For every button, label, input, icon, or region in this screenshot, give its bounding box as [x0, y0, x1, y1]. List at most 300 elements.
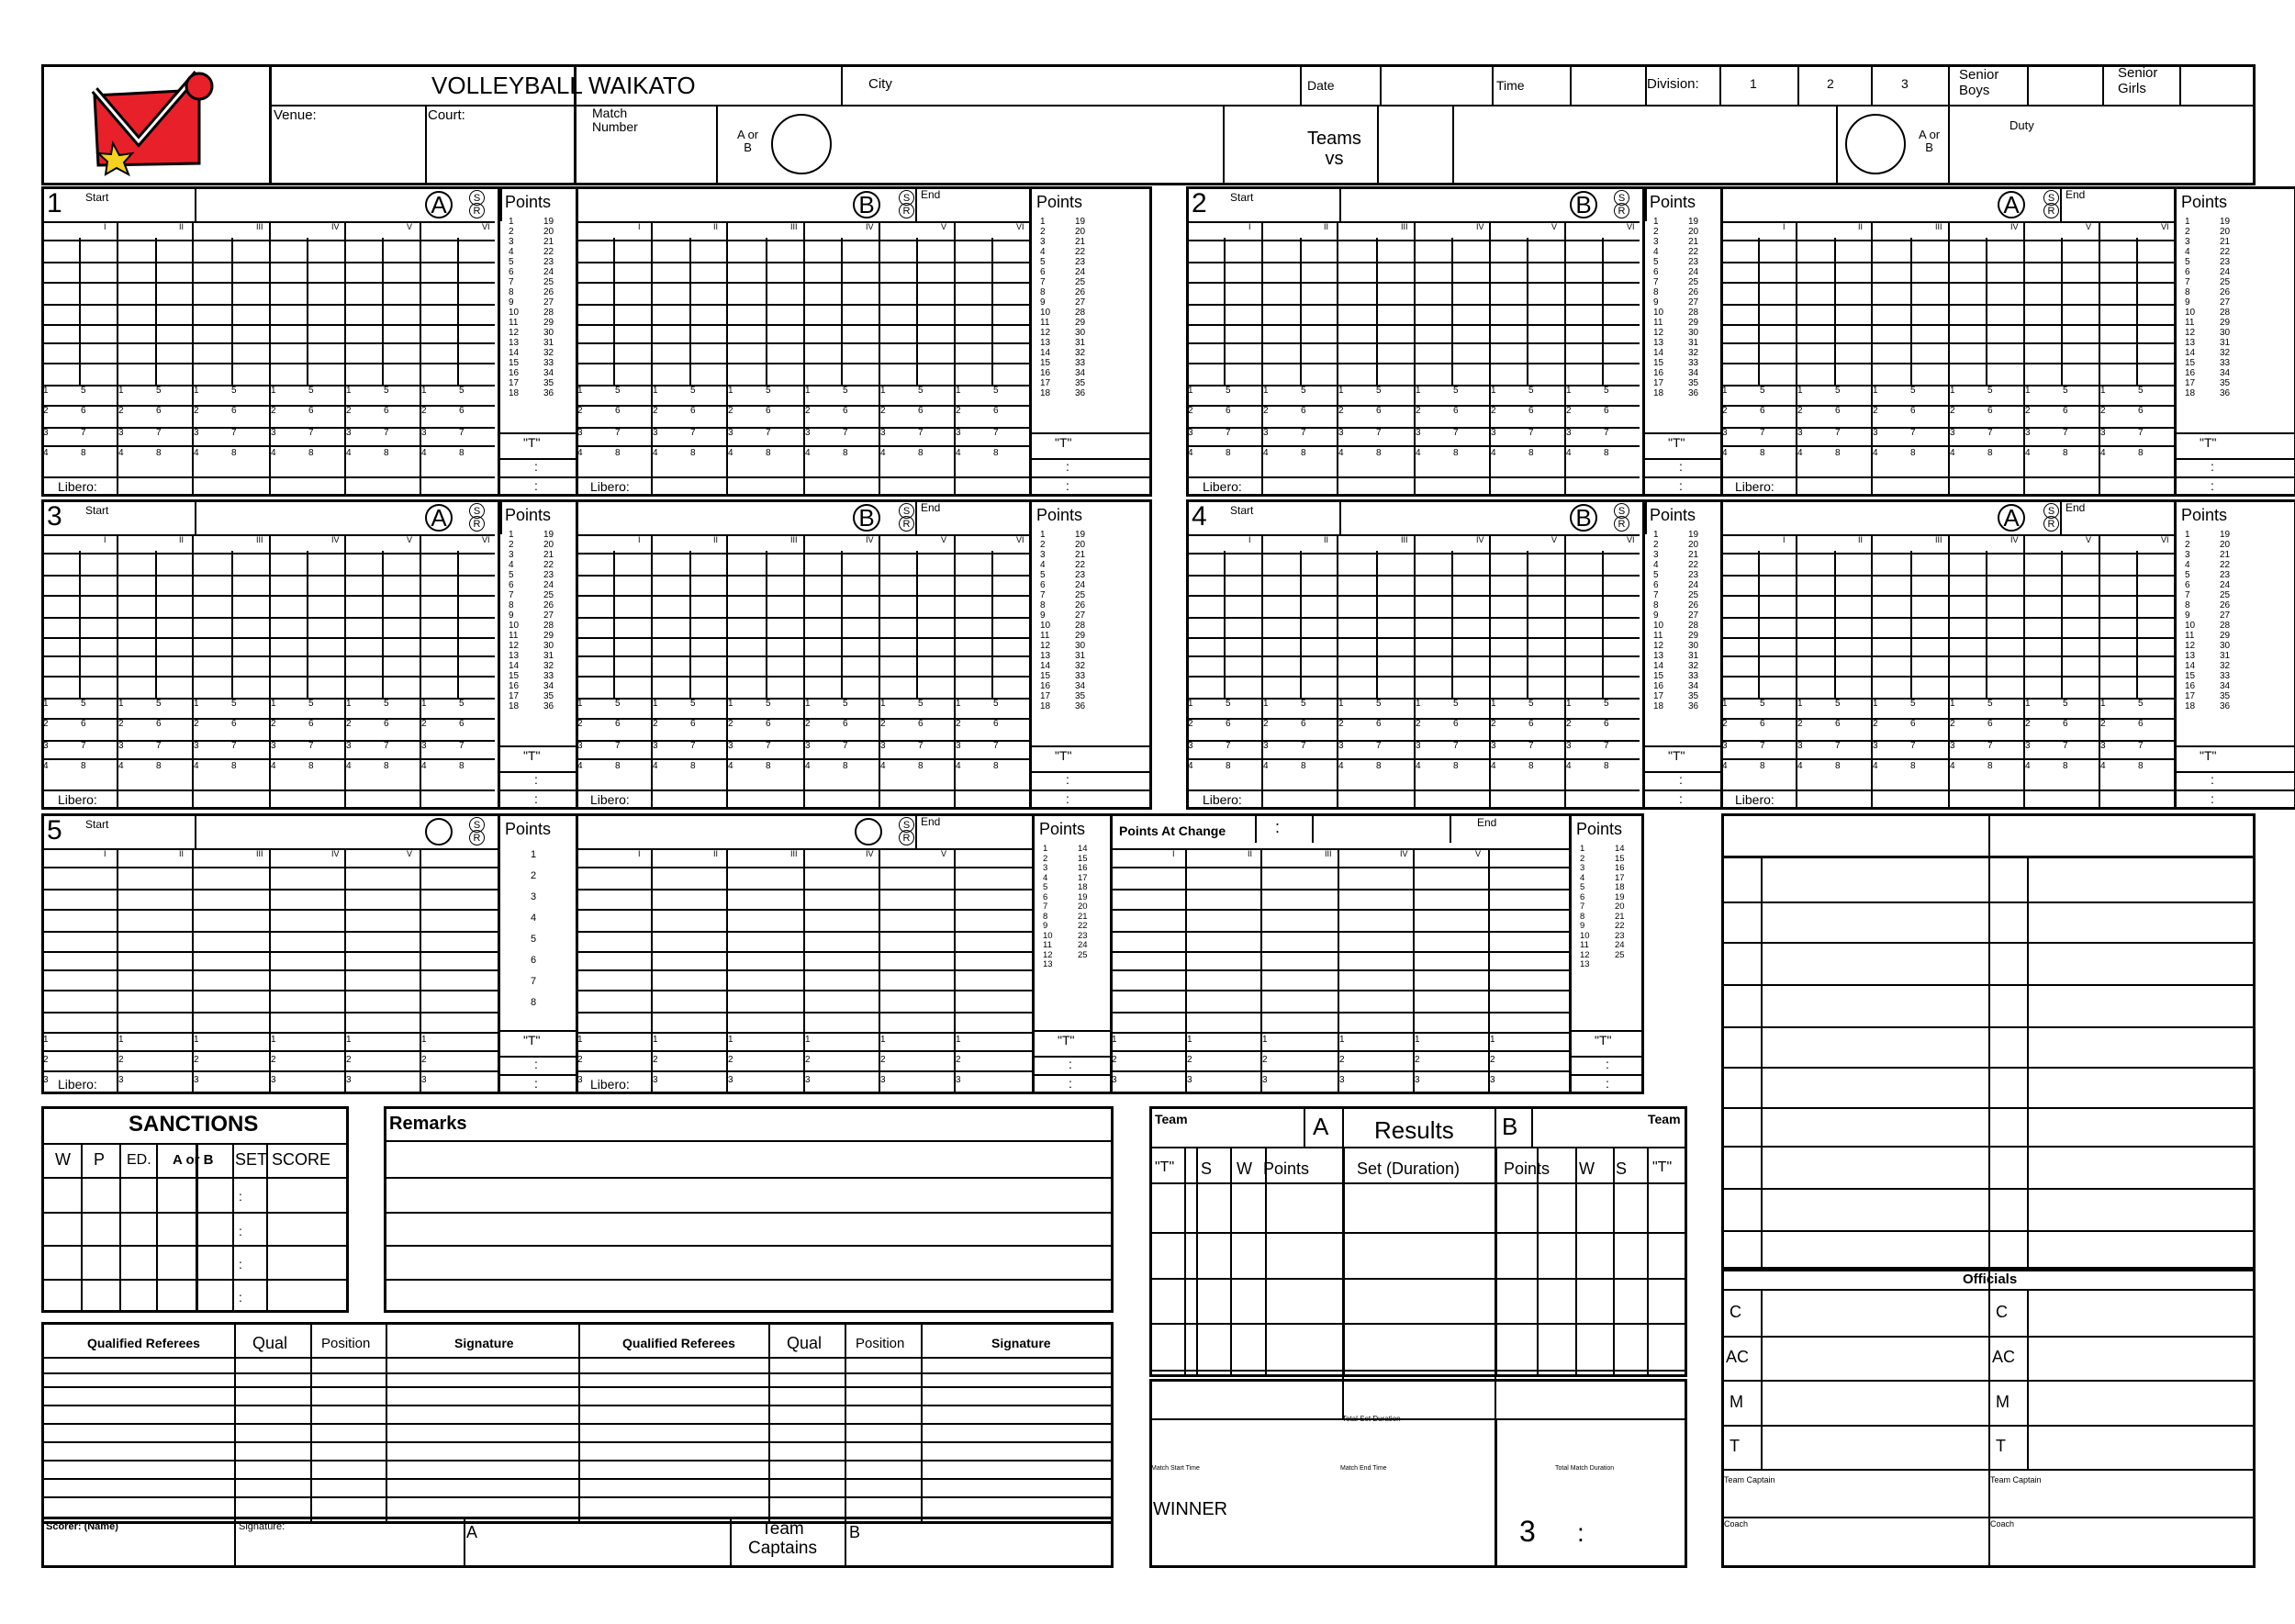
row-number: 1: [1262, 1035, 1268, 1045]
row-number: 3: [1566, 741, 1572, 751]
points-number: 2: [531, 870, 537, 881]
sub-number: 5: [1376, 386, 1382, 396]
date-label: Date: [1307, 78, 1335, 93]
start-label: Start: [85, 818, 109, 831]
h-rule: [1186, 262, 1640, 263]
row-number: 2: [43, 719, 49, 729]
points-number: 31: [543, 338, 554, 348]
points-number: 31: [1075, 338, 1086, 348]
rotation-numeral: VI: [2161, 535, 2169, 544]
row-number: 3: [956, 428, 961, 438]
ed-col: ED.: [127, 1152, 151, 1168]
v-rule: [2060, 186, 2062, 221]
remarks-title: Remarks: [389, 1114, 467, 1134]
sub-number: 7: [1760, 741, 1765, 751]
row-number: 1: [271, 699, 276, 709]
set-4-panel: [1186, 499, 2295, 810]
h-rule: [576, 595, 1029, 597]
h-rule: [384, 1245, 1114, 1247]
row-number: 1: [577, 386, 583, 396]
points-number: 30: [1075, 641, 1086, 651]
sub-number: 8: [1226, 761, 1231, 771]
row-number: 2: [728, 1055, 733, 1065]
h-rule: [576, 324, 1029, 326]
h-rule: [1110, 867, 1569, 868]
v-rule: [1376, 551, 1378, 698]
h-rule: [1720, 575, 2174, 577]
h-rule: [41, 758, 495, 760]
row-number: 2: [1263, 719, 1269, 729]
points-number: 26: [2220, 600, 2231, 610]
sub-number: 5: [231, 699, 237, 709]
h-rule: [1721, 1067, 2256, 1069]
points-number: 3: [1653, 550, 1659, 560]
match-end-label: Match End Time: [1340, 1465, 1387, 1472]
match-number-label: Match Number: [592, 106, 638, 135]
points-number: 28: [2220, 621, 2231, 631]
points-number: 20: [1615, 902, 1625, 912]
set5-team-right-circle[interactable]: [855, 818, 882, 846]
official-ac: AC: [1726, 1348, 1750, 1366]
v-rule: [1719, 64, 1721, 105]
colon: :: [1066, 791, 1069, 806]
points-number: 21: [1075, 237, 1086, 247]
points-number: 3: [1043, 863, 1048, 873]
colon: :: [1679, 772, 1683, 787]
v-rule: [1531, 1106, 1533, 1147]
points-number: 2: [509, 227, 514, 237]
row-number: 1: [1566, 386, 1572, 396]
sub-number: 7: [2063, 428, 2068, 438]
sub-number: 7: [2138, 428, 2144, 438]
points-number: 8: [509, 287, 514, 297]
sub-number: 6: [1910, 406, 1916, 416]
points-number: 30: [1688, 328, 1699, 338]
v-rule: [1377, 105, 1379, 185]
points-number: 27: [1075, 297, 1086, 308]
points-number: 34: [543, 368, 554, 378]
v-rule: [1184, 1147, 1186, 1377]
h-rule: [1720, 595, 2174, 597]
h-rule: [1642, 432, 1720, 434]
h-rule: [1720, 655, 2174, 657]
service-receive-mark: R: [899, 516, 914, 532]
row-number: 4: [577, 448, 583, 458]
row-number: 4: [1950, 761, 1955, 771]
colon: :: [1069, 1057, 1072, 1071]
sub-number: 5: [918, 386, 924, 396]
points-number: 6: [2185, 267, 2190, 277]
row-number: 2: [346, 719, 352, 729]
sub-number: 8: [1376, 448, 1382, 458]
row-number: 3: [2100, 428, 2106, 438]
row-number: 1: [118, 699, 124, 709]
sub-number: 6: [993, 406, 999, 416]
team-captain-label: Team Captain: [1724, 1475, 1775, 1484]
rotation-numeral: I: [1248, 535, 1251, 544]
row-number: 1: [346, 1035, 352, 1045]
row-number: 1: [1722, 699, 1728, 709]
row-number: 1: [346, 386, 352, 396]
points-number: 5: [1040, 257, 1046, 267]
h-rule: [1721, 902, 2256, 903]
points-number: 19: [1075, 530, 1086, 540]
v-rule: [1758, 551, 1760, 698]
points-number: 35: [1075, 378, 1086, 388]
row-number: 1: [805, 699, 811, 709]
v-rule: [457, 551, 459, 698]
points-number: 34: [1688, 368, 1699, 378]
points-number: 2: [509, 540, 514, 550]
points-number: 11: [1653, 631, 1663, 641]
sub-number: 6: [615, 719, 621, 729]
senior-boys-label: Senior Boys: [1959, 67, 1999, 98]
v-rule: [1834, 238, 1836, 385]
row-number: 2: [1873, 719, 1878, 729]
row-number: 1: [2025, 386, 2031, 396]
points-number: 17: [1040, 378, 1051, 388]
points-number: 11: [1653, 318, 1663, 328]
sanctions-title: SANCTIONS: [129, 1112, 259, 1137]
points-number: 5: [509, 257, 514, 267]
row-number: 1: [1416, 386, 1421, 396]
points-number: 31: [1688, 651, 1699, 661]
h-rule: [1186, 476, 1640, 478]
points-number: 23: [1078, 930, 1088, 941]
points-number: 29: [543, 631, 554, 641]
points-number: 30: [2220, 641, 2231, 651]
points-number: 22: [1688, 247, 1699, 257]
points-number: 28: [543, 621, 554, 631]
colon: :: [2211, 478, 2214, 493]
points-number: 25: [543, 590, 554, 600]
row-number: 4: [1566, 448, 1572, 458]
sub-number: 8: [231, 448, 237, 458]
points-number: 35: [543, 691, 554, 701]
v-rule: [1492, 64, 1494, 105]
libero-label: Libero:: [58, 792, 97, 807]
h-rule: [1186, 575, 1640, 577]
row-number: 3: [1416, 428, 1421, 438]
row-number: 4: [956, 761, 961, 771]
v-rule: [730, 1517, 732, 1568]
sub-number: 8: [1987, 448, 1993, 458]
v-rule: [1537, 1147, 1539, 1377]
h-rule: [1186, 553, 1640, 554]
service-receive-mark: R: [469, 203, 485, 218]
team-a-or-b-circle[interactable]: [771, 114, 832, 174]
points-number: 33: [2220, 358, 2231, 368]
points-number: 31: [2220, 651, 2231, 661]
sub-number: 6: [459, 719, 465, 729]
rotation-numeral: II: [713, 222, 719, 231]
v-rule: [195, 813, 196, 848]
sub-number: 6: [308, 406, 314, 416]
points-number: 6: [531, 955, 537, 966]
points-label: Points: [1650, 506, 1696, 524]
sub-number: 8: [766, 761, 771, 771]
start-label: Start: [1230, 504, 1254, 517]
points-number: 24: [1075, 267, 1086, 277]
v-rule: [1451, 238, 1453, 385]
v-rule: [1029, 186, 1032, 497]
row-number: 2: [421, 406, 427, 416]
h-rule: [41, 1386, 1114, 1388]
colon: :: [239, 1257, 242, 1271]
sub-number: 6: [1226, 406, 1231, 416]
row-number: 3: [118, 1075, 124, 1085]
points-number: 14: [509, 348, 520, 358]
match-start-label: Match Start Time: [1151, 1465, 1200, 1472]
row-number: 1: [1490, 1035, 1495, 1045]
v-rule: [1986, 238, 1987, 385]
points-number: 12: [2185, 641, 2196, 651]
row-number: 3: [43, 741, 49, 751]
row-number: 4: [1566, 761, 1572, 771]
points-number: 13: [509, 651, 520, 661]
points-number: 36: [2220, 388, 2231, 398]
row-number: 2: [1490, 1055, 1495, 1065]
points-number: 24: [1078, 940, 1088, 950]
colon: :: [1066, 478, 1069, 493]
row-number: 2: [271, 1055, 276, 1065]
points-number: 11: [509, 318, 519, 328]
row-number: 3: [728, 428, 733, 438]
sub-number: 8: [1528, 761, 1534, 771]
points-number: 27: [543, 297, 554, 308]
points-number: 4: [509, 247, 514, 257]
row-number: 2: [1263, 406, 1269, 416]
h-rule: [576, 553, 1029, 554]
points-at-change-label: Points At Change: [1119, 823, 1226, 838]
row-number: 2: [577, 406, 583, 416]
points-number: 16: [2185, 681, 2196, 691]
points-number: 18: [1040, 388, 1051, 398]
division-label: Division:: [1647, 76, 1699, 92]
points-number: 5: [1043, 882, 1048, 892]
v-rule: [500, 186, 502, 221]
v-rule: [2027, 1289, 2029, 1469]
timeout-label: "T": [1668, 748, 1685, 763]
rotation-numeral: VI: [482, 222, 490, 231]
points-number: 36: [1688, 701, 1699, 711]
h-rule: [1110, 889, 1569, 890]
set-number: 4: [1192, 501, 1207, 532]
colon: :: [1066, 459, 1069, 474]
v-rule: [1223, 105, 1225, 185]
row-number: 3: [346, 428, 352, 438]
points-number: 27: [1688, 297, 1699, 308]
v-rule: [1910, 238, 1912, 385]
service-receive-mark: R: [2043, 203, 2059, 218]
sub-number: 8: [384, 448, 389, 458]
row-number: 3: [805, 1075, 811, 1085]
sub-number: 8: [843, 761, 848, 771]
points-label: Points: [2181, 193, 2228, 211]
points-number: 20: [2220, 227, 2231, 237]
row-number: 1: [1797, 699, 1803, 709]
points-number: 21: [1688, 237, 1699, 247]
points-number: 25: [1688, 277, 1699, 287]
points-number: 2: [2185, 227, 2190, 237]
row-number: 2: [1950, 719, 1955, 729]
row-number: 1: [271, 1035, 276, 1045]
team-a-or-b-circle-right[interactable]: [1845, 114, 1906, 174]
points-number: 22: [1688, 560, 1699, 570]
sub-number: 8: [615, 761, 621, 771]
sub-number: 6: [1528, 406, 1534, 416]
signature-header-2: Signature: [991, 1336, 1051, 1350]
signature-header: Signature: [454, 1336, 514, 1350]
points-number: 32: [543, 348, 554, 358]
sub-number: 6: [690, 406, 696, 416]
row-number: 4: [1491, 761, 1496, 771]
row-number: 2: [1416, 406, 1421, 416]
points-number: 12: [1653, 641, 1664, 651]
points-number: 29: [2220, 631, 2231, 641]
h-rule: [576, 240, 1029, 241]
sub-number: 5: [1226, 699, 1231, 709]
points-number: 15: [2185, 358, 2196, 368]
v-rule: [2102, 64, 2104, 105]
sub-number: 6: [459, 406, 465, 416]
points-number: 10: [509, 621, 520, 631]
end-label: End: [1477, 816, 1497, 829]
points-number: 27: [1688, 610, 1699, 621]
row-number: 4: [1873, 448, 1878, 458]
h-rule: [1721, 1230, 2256, 1232]
winner-colon: :: [1577, 1518, 1584, 1547]
team-a-label: Team: [1155, 1112, 1188, 1126]
row-number: 2: [2100, 719, 2106, 729]
points-number: 27: [543, 610, 554, 621]
points-number: 4: [1580, 872, 1585, 883]
points-number: 8: [1653, 600, 1659, 610]
timeout-label: "T": [523, 435, 541, 450]
h-rule: [1110, 951, 1569, 953]
v-rule: [1575, 1147, 1577, 1377]
points-number: 29: [543, 318, 554, 328]
libero-label: Libero:: [590, 792, 630, 807]
row-number: 4: [1416, 761, 1421, 771]
v-rule: [1761, 856, 1763, 1267]
set-number: 1: [47, 188, 62, 218]
qualified-referees-header: Qualified Referees: [87, 1336, 200, 1350]
sub-number: 6: [2138, 406, 2144, 416]
rotation-numeral: I: [104, 535, 106, 544]
colon: :: [239, 1290, 242, 1305]
points-number: 14: [1078, 844, 1088, 854]
h-rule: [1186, 221, 1640, 223]
v-rule: [841, 551, 843, 698]
colon: :: [1679, 478, 1683, 493]
points-number: 18: [1040, 701, 1051, 711]
row-number: 4: [271, 448, 276, 458]
points-number: 3: [1653, 237, 1659, 247]
h-rule: [41, 790, 495, 791]
row-number: 3: [577, 428, 583, 438]
points-number: 27: [1075, 610, 1086, 621]
row-number: 1: [194, 386, 199, 396]
points-number: 9: [1040, 610, 1046, 621]
sub-number: 7: [1604, 428, 1609, 438]
service-receive-mark: R: [899, 830, 914, 846]
points-number: 20: [1075, 540, 1086, 550]
points-number: 13: [1040, 651, 1051, 661]
row-number: 1: [728, 699, 733, 709]
sub-number: 7: [918, 428, 924, 438]
row-number: 2: [1188, 406, 1193, 416]
row-number: 1: [1797, 386, 1803, 396]
points-number: 26: [1688, 600, 1699, 610]
rotation-numeral: III: [1401, 222, 1408, 231]
sub-number: 6: [2138, 719, 2144, 729]
service-receive-mark: R: [1614, 203, 1629, 218]
h-rule: [576, 221, 1029, 223]
points-number: 9: [2185, 297, 2190, 308]
points-number: 32: [1075, 661, 1086, 671]
h-rule: [1569, 1030, 1642, 1032]
points-number: 34: [543, 681, 554, 691]
service-receive-mark: S: [1614, 503, 1629, 519]
sub-number: 8: [1453, 761, 1459, 771]
sub-number: 5: [308, 386, 314, 396]
colon: :: [1679, 459, 1683, 474]
rotation-numeral: I: [1783, 222, 1786, 231]
points-number: 24: [543, 267, 554, 277]
rotation-numeral: I: [1172, 849, 1175, 858]
sub-number: 7: [615, 428, 621, 438]
official-m-2: M: [1996, 1393, 2010, 1411]
row-number: 1: [805, 1035, 811, 1045]
sub-number: 5: [690, 699, 696, 709]
row-number: 2: [653, 719, 658, 729]
v-rule: [1032, 813, 1035, 1094]
points-number: 13: [1040, 338, 1051, 348]
timeout-label: "T": [523, 1033, 541, 1047]
v-rule: [1312, 813, 1314, 843]
rotation-numeral: III: [256, 849, 263, 858]
row-number: 3: [194, 1075, 199, 1085]
sub-number: 5: [1376, 699, 1382, 709]
row-number: 3: [1263, 428, 1269, 438]
points-number: 36: [1075, 388, 1086, 398]
points-number: 18: [1653, 701, 1664, 711]
v-rule: [716, 105, 718, 185]
points-number: 19: [2220, 530, 2231, 540]
captain-a-label: A: [466, 1523, 478, 1541]
h-rule: [41, 1478, 1114, 1480]
points-number: 11: [509, 631, 519, 641]
set5-team-left-circle[interactable]: [425, 818, 453, 846]
points-number: 15: [1653, 358, 1664, 368]
points-number: 13: [2185, 651, 2196, 661]
row-number: 4: [1797, 761, 1803, 771]
points-number: 6: [509, 267, 514, 277]
rotation-numeral: IV: [2010, 222, 2019, 231]
points-number: 28: [2220, 308, 2231, 318]
points-number: 17: [1615, 872, 1625, 883]
points-number: 7: [509, 277, 514, 287]
sub-number: 5: [1604, 386, 1609, 396]
h-rule: [41, 221, 495, 223]
points-number: 33: [1075, 671, 1086, 681]
row-number: 3: [1950, 428, 1955, 438]
h-rule: [498, 432, 576, 434]
points-number: 2: [1653, 227, 1659, 237]
rotation-numeral: IV: [1476, 535, 1484, 544]
points-number: 35: [2220, 378, 2231, 388]
